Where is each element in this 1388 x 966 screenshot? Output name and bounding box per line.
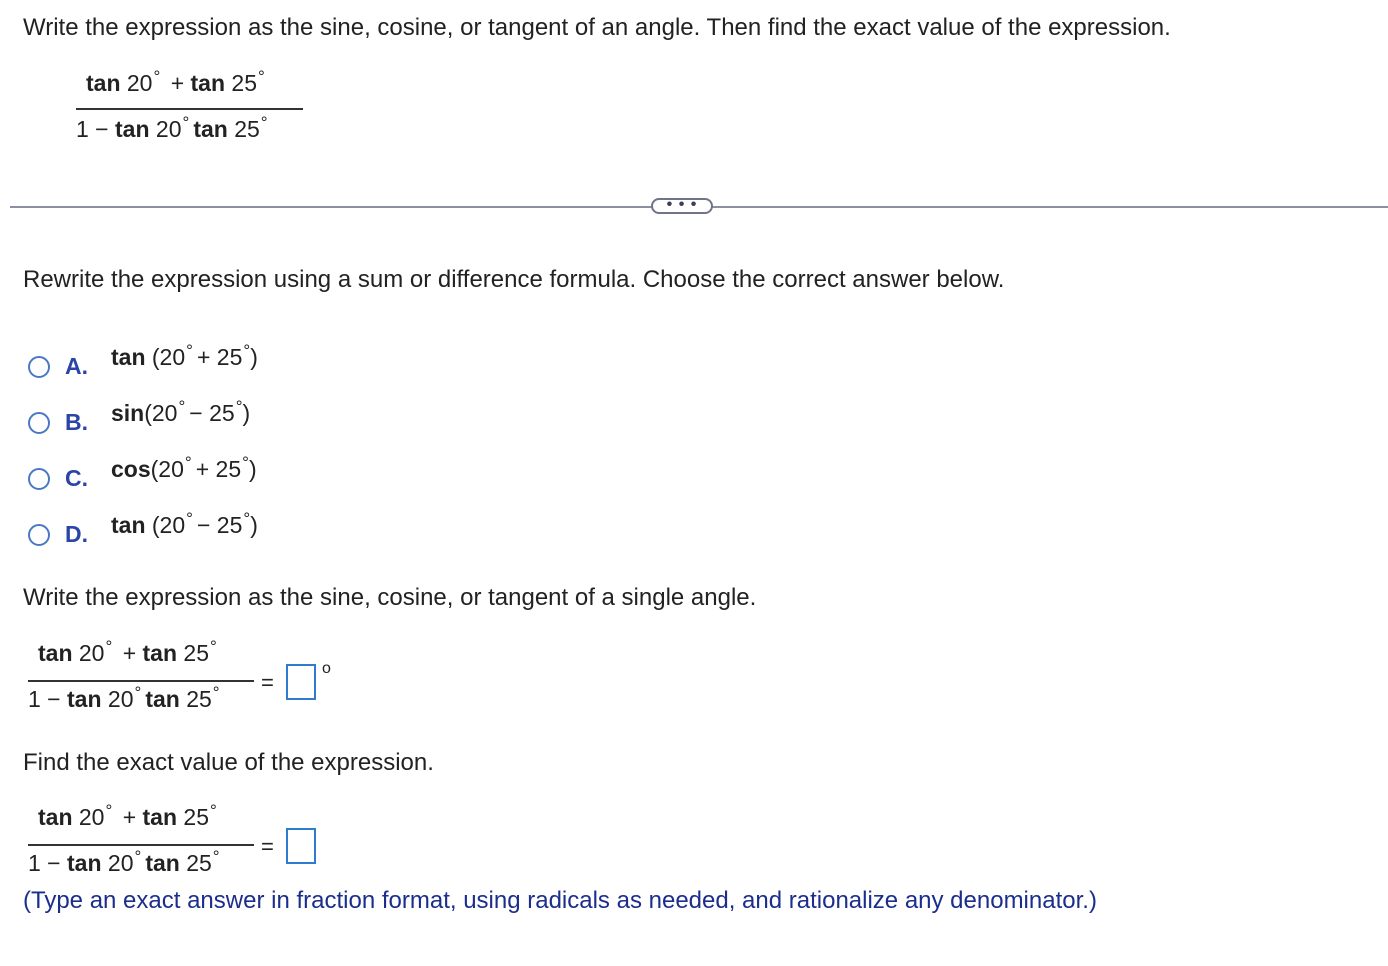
- option-expression: tan (20° + 25°): [111, 341, 258, 370]
- fraction-denominator: 1 − tan 20° tan 25°: [28, 847, 220, 876]
- radio-option-b[interactable]: [28, 412, 50, 434]
- question-single-angle: Write the expression as the sine, cosine, or tangent of a single angle.: [23, 584, 757, 611]
- fraction-numerator: tan 20° + tan 25°: [38, 637, 217, 666]
- exact-value-answer-input[interactable]: [286, 828, 316, 864]
- fraction-numerator: tan 20° + tan 25°: [86, 67, 265, 96]
- option-expression: cos(20° + 25°): [111, 453, 257, 482]
- question-exact-value: Find the exact value of the expression.: [23, 749, 434, 776]
- fraction-numerator: tan 20° + tan 25°: [38, 801, 217, 830]
- radio-option-a[interactable]: [28, 356, 50, 378]
- option-letter: B.: [65, 409, 88, 435]
- answer-format-hint: (Type an exact answer in fraction format, using radicals as needed, and rationalize any denominator.): [23, 887, 1097, 914]
- more-button[interactable]: • • •: [651, 198, 713, 214]
- fraction-bar: [28, 680, 254, 682]
- fraction-bar: [28, 844, 254, 846]
- question-rewrite: Rewrite the expression using a sum or difference formula. Choose the correct answer below.: [23, 266, 1005, 293]
- radio-option-d[interactable]: [28, 524, 50, 546]
- fraction-denominator: 1 − tan 20° tan 25°: [76, 113, 268, 142]
- equals-sign: =: [261, 670, 274, 695]
- option-expression: tan (20° − 25°): [111, 509, 258, 538]
- angle-answer-input[interactable]: [286, 664, 316, 700]
- option-letter: D.: [65, 521, 88, 547]
- fraction-bar: [76, 108, 303, 110]
- equals-sign: =: [261, 834, 274, 859]
- radio-option-c[interactable]: [28, 468, 50, 490]
- option-expression: sin(20° − 25°): [111, 397, 251, 426]
- degree-symbol: o: [322, 660, 331, 677]
- option-letter: C.: [65, 465, 88, 491]
- fraction-denominator: 1 − tan 20° tan 25°: [28, 683, 220, 712]
- instruction-text: Write the expression as the sine, cosine, or tangent of an angle. Then find the exact value of the expression.: [23, 14, 1171, 41]
- option-letter: A.: [65, 353, 88, 379]
